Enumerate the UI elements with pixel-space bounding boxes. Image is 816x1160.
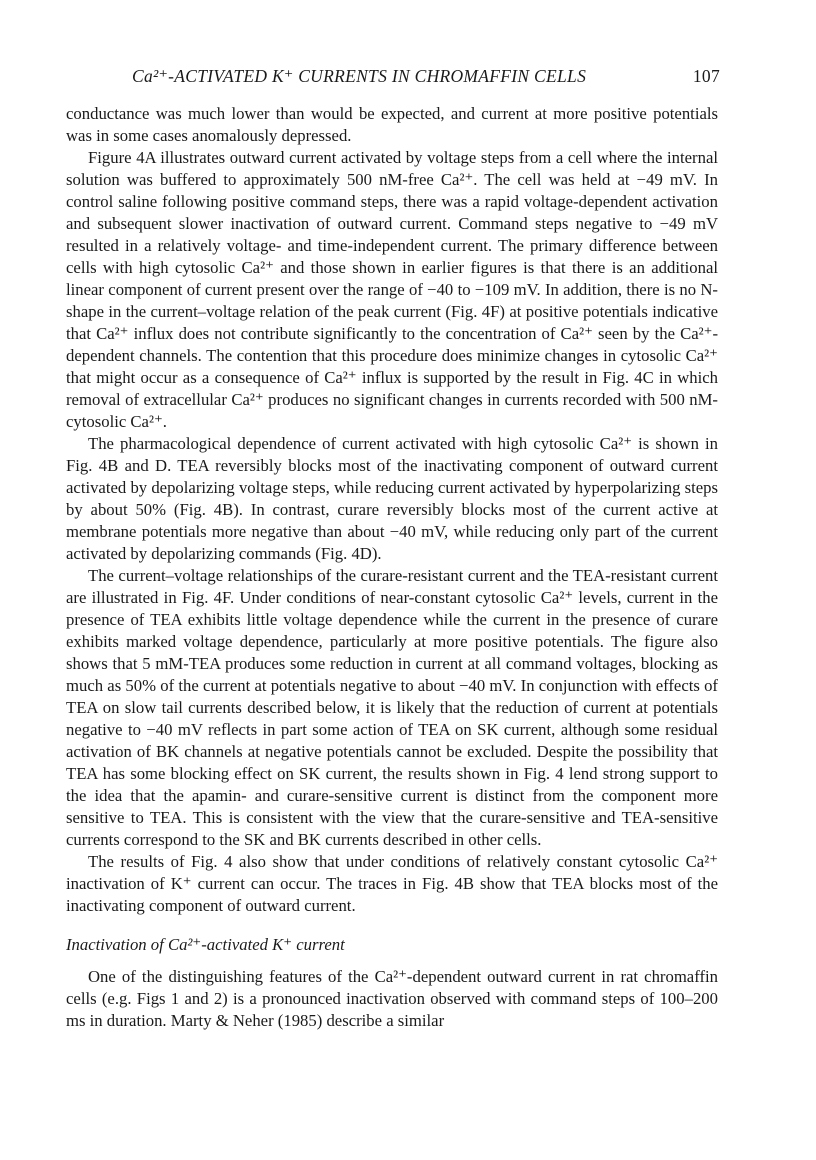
paragraph-figure-4a: Figure 4A illustrates outward current activated by voltage steps from a cell where the internal solution was buffered to approximately 500 nM-free Ca²⁺. The cell was held at −49 mV. In control saline following positive command steps, there was a rapid voltage-dependent activation and subsequent slower inactivation of outward current. Command steps negative to −49 mV resulted in a relatively voltage- and time-independent current. The primary difference between cells with high cytosolic Ca²⁺ and those shown in earlier figures is that there is an additional linear component of current present over the range of −40 to −109 mV. In addition, there is no N-shape in the current–voltage relation of the peak current (Fig. 4F) at positive potentials indicative that Ca²⁺ influx does not contribute significantly to the concentration of Ca²⁺ seen by the Ca²⁺-dependent channels. The contention that this procedure does minimize changes in cytosolic Ca²⁺ that might occur as a consequence of Ca²⁺ influx is supported by the result in Fig. 4C in which removal of extracellular Ca²⁺ produces no significant changes in currents recorded with 500 nM-cytosolic Ca²⁺. xyxy=(66,148,718,431)
paragraph-inactivation-results: The results of Fig. 4 also show that under conditions of relatively constant cytosolic Ca²⁺ inactivation of K⁺ current can occur. The traces in Fig. 4B show that TEA blocks most of the inactivating component of outward current. xyxy=(66,852,718,915)
paragraph-pharmacology: The pharmacological dependence of current activated with high cytosolic Ca²⁺ is shown in Fig. 4B and D. TEA reversibly blocks most of the inactivating component of outward current activated by depolarizing voltage steps, while reducing current activated by hyperpolarizing steps by about 50% (Fig. 4B). In contrast, curare reversibly blocks most of the current active at membrane potentials more negative than about −40 mV, while reducing only part of the current activated by depolarizing commands (Fig. 4D). xyxy=(66,434,718,563)
article-body xyxy=(66,103,718,1032)
paragraph-current-voltage: The current–voltage relationships of the curare-resistant current and the TEA-resistant current are illustrated in Fig. 4F. Under conditions of near-constant cytosolic Ca²⁺ levels, current in the presence of TEA exhibits little voltage dependence while the current in the presence of curare exhibits marked voltage dependence, particularly at more positive potentials. The figure also shows that 5 mM-TEA produces some reduction in current at all command voltages, blocking as much as 50% of the current at potentials negative to about −40 mV. In conjunction with effects of TEA on slow tail currents described below, it is likely that the reduction of current at potentials negative to −40 mV reflects in part some action of TEA on SK current, although some residual activation of BK channels at negative potentials cannot be excluded. Despite the possibility that TEA has some blocking effect on SK current, the results shown in Fig. 4 lend strong support to the idea that the apamin- and curare-sensitive current is distinct from the component more sensitive to TEA. This is consistent with the view that the curare-sensitive and TEA-sensitive currents correspond to the SK and BK currents described in other cells. xyxy=(66,566,718,849)
page-number: 107 xyxy=(692,66,720,86)
running-header xyxy=(66,66,718,92)
paragraph-continued: conductance was much lower than would be expected, and current at more positive potentials was in some cases anomalously depressed. xyxy=(66,104,718,145)
running-title: Ca²⁺-ACTIVATED K⁺ CURRENTS IN CHROMAFFIN CELLS xyxy=(132,66,587,86)
journal-page xyxy=(66,66,718,1032)
paragraph-inactivation-intro: One of the distinguishing features of the Ca²⁺-dependent outward current in rat chromaffin cells (e.g. Figs 1 and 2) is a pronounced inactivation observed with command steps of 100–200 ms in duration. Marty & Neher (1985) describe a similar xyxy=(66,967,718,1030)
section-heading: Inactivation of Ca²⁺-activated K⁺ current xyxy=(66,935,345,954)
